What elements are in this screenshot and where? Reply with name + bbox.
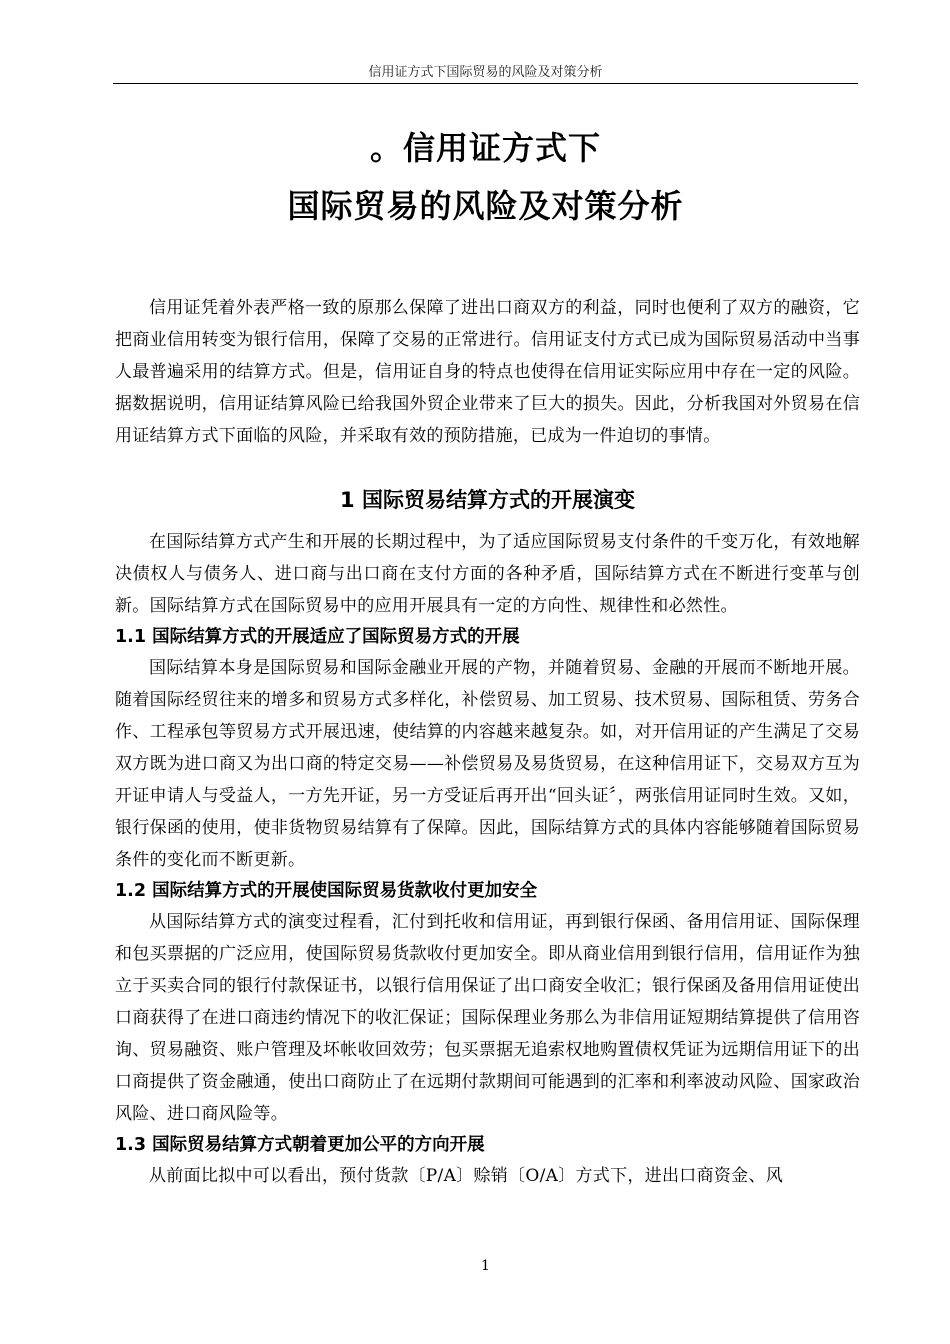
- section-1-2-paragraph: 从国际结算方式的演变过程看，汇付到托收和信用证，再到银行保函、备用信用证、国际保理和包买票据的广泛应用，使国际贸易货款收付更加安全。即从商业信用到银行信用，信用证作为独立于买卖合同的银行付款保证书，以银行信用保证了出口商安全收汇；银行保函及备用信用证使出口商获得了在进口商违约情况下的收汇保证；国际保理业务那么为非信用证短期结算提供了信用咨询、贸易融资、账户管理及坏帐收回效劳；包买票据无追索权地购置债权凭证为远期信用证下的出口商提供了资金融通，使出口商防止了在远期付款期间可能遇到的汇率和利率波动风险、国家政治风险、进口商风险等。: [115, 912, 860, 1124]
- running-header: 信用证方式下国际贸易的风险及对策分析: [368, 65, 603, 80]
- document-body: [115, 292, 860, 1192]
- section-1-2-heading: 1.2 国际结算方式的开展使国际贸易货款收付更加安全: [115, 881, 538, 901]
- section-1-paragraph: 在国际结算方式产生和开展的长期过程中，为了适应国际贸易支付条件的千变万化，有效地解决债权人与债务人、进口商与出口商在支付方面的各种矛盾，国际结算方式在不断进行变革与创新。国际结算方式在国际贸易中的应用开展具有一定的方向性、规律性和必然性。: [115, 532, 860, 616]
- title-line-2: 国际贸易的风险及对策分析: [287, 187, 684, 225]
- page-number: 1: [481, 1258, 490, 1274]
- intro-paragraph: 信用证凭着外表严格一致的原那么保障了进出口商双方的利益，同时也便利了双方的融资，它把商业信用转变为银行信用，保障了交易的正常进行。信用证支付方式已成为国际贸易活动中当事人最普遍采用的结算方式。但是，信用证自身的特点也使得在信用证实际应用中存在一定的风险。据数据说明，信用证结算风险已给我国外贸企业带来了巨大的损失。因此，分析我国对外贸易在信用证结算方式下面临的风险，并采取有效的预防措施，已成为一件迫切的事情。: [115, 298, 860, 446]
- section-1-1-paragraph: 国际结算本身是国际贸易和国际金融业开展的产物，并随着贸易、金融的开展而不断地开展。随着国际经贸往来的增多和贸易方式多样化，补偿贸易、加工贸易、技术贸易、国际租赁、劳务合作、工程承包等贸易方式开展迅速，使结算的内容越来越复杂。如，对开信用证的产生满足了交易双方既为进口商又为出口商的特定交易——补偿贸易及易货贸易，在这种信用证下，交易双方互为开证申请人与受益人，一方先开证，另一方受证后再开出“回头证〞，两张信用证同时生效。又如，银行保函的使用，使非货物贸易结算有了保障。因此，国际结算方式的具体内容能够随着国际贸易条件的变化而不断更新。: [115, 658, 860, 870]
- title-line-1: 。信用证方式下: [369, 129, 601, 167]
- section-1-3-paragraph: 从前面比拟中可以看出，预付货款〔P/A〕赊销〔O/A〕方式下，进出口商资金、风: [149, 1166, 784, 1186]
- section-1-heading: 1 国际贸易结算方式的开展演变: [340, 488, 635, 512]
- section-1-3-heading: 1.3 国际贸易结算方式朝着更加公平的方向开展: [115, 1135, 485, 1155]
- header-rule: [113, 83, 858, 84]
- section-1-1-heading: 1.1 国际结算方式的开展适应了国际贸易方式的开展: [115, 627, 520, 647]
